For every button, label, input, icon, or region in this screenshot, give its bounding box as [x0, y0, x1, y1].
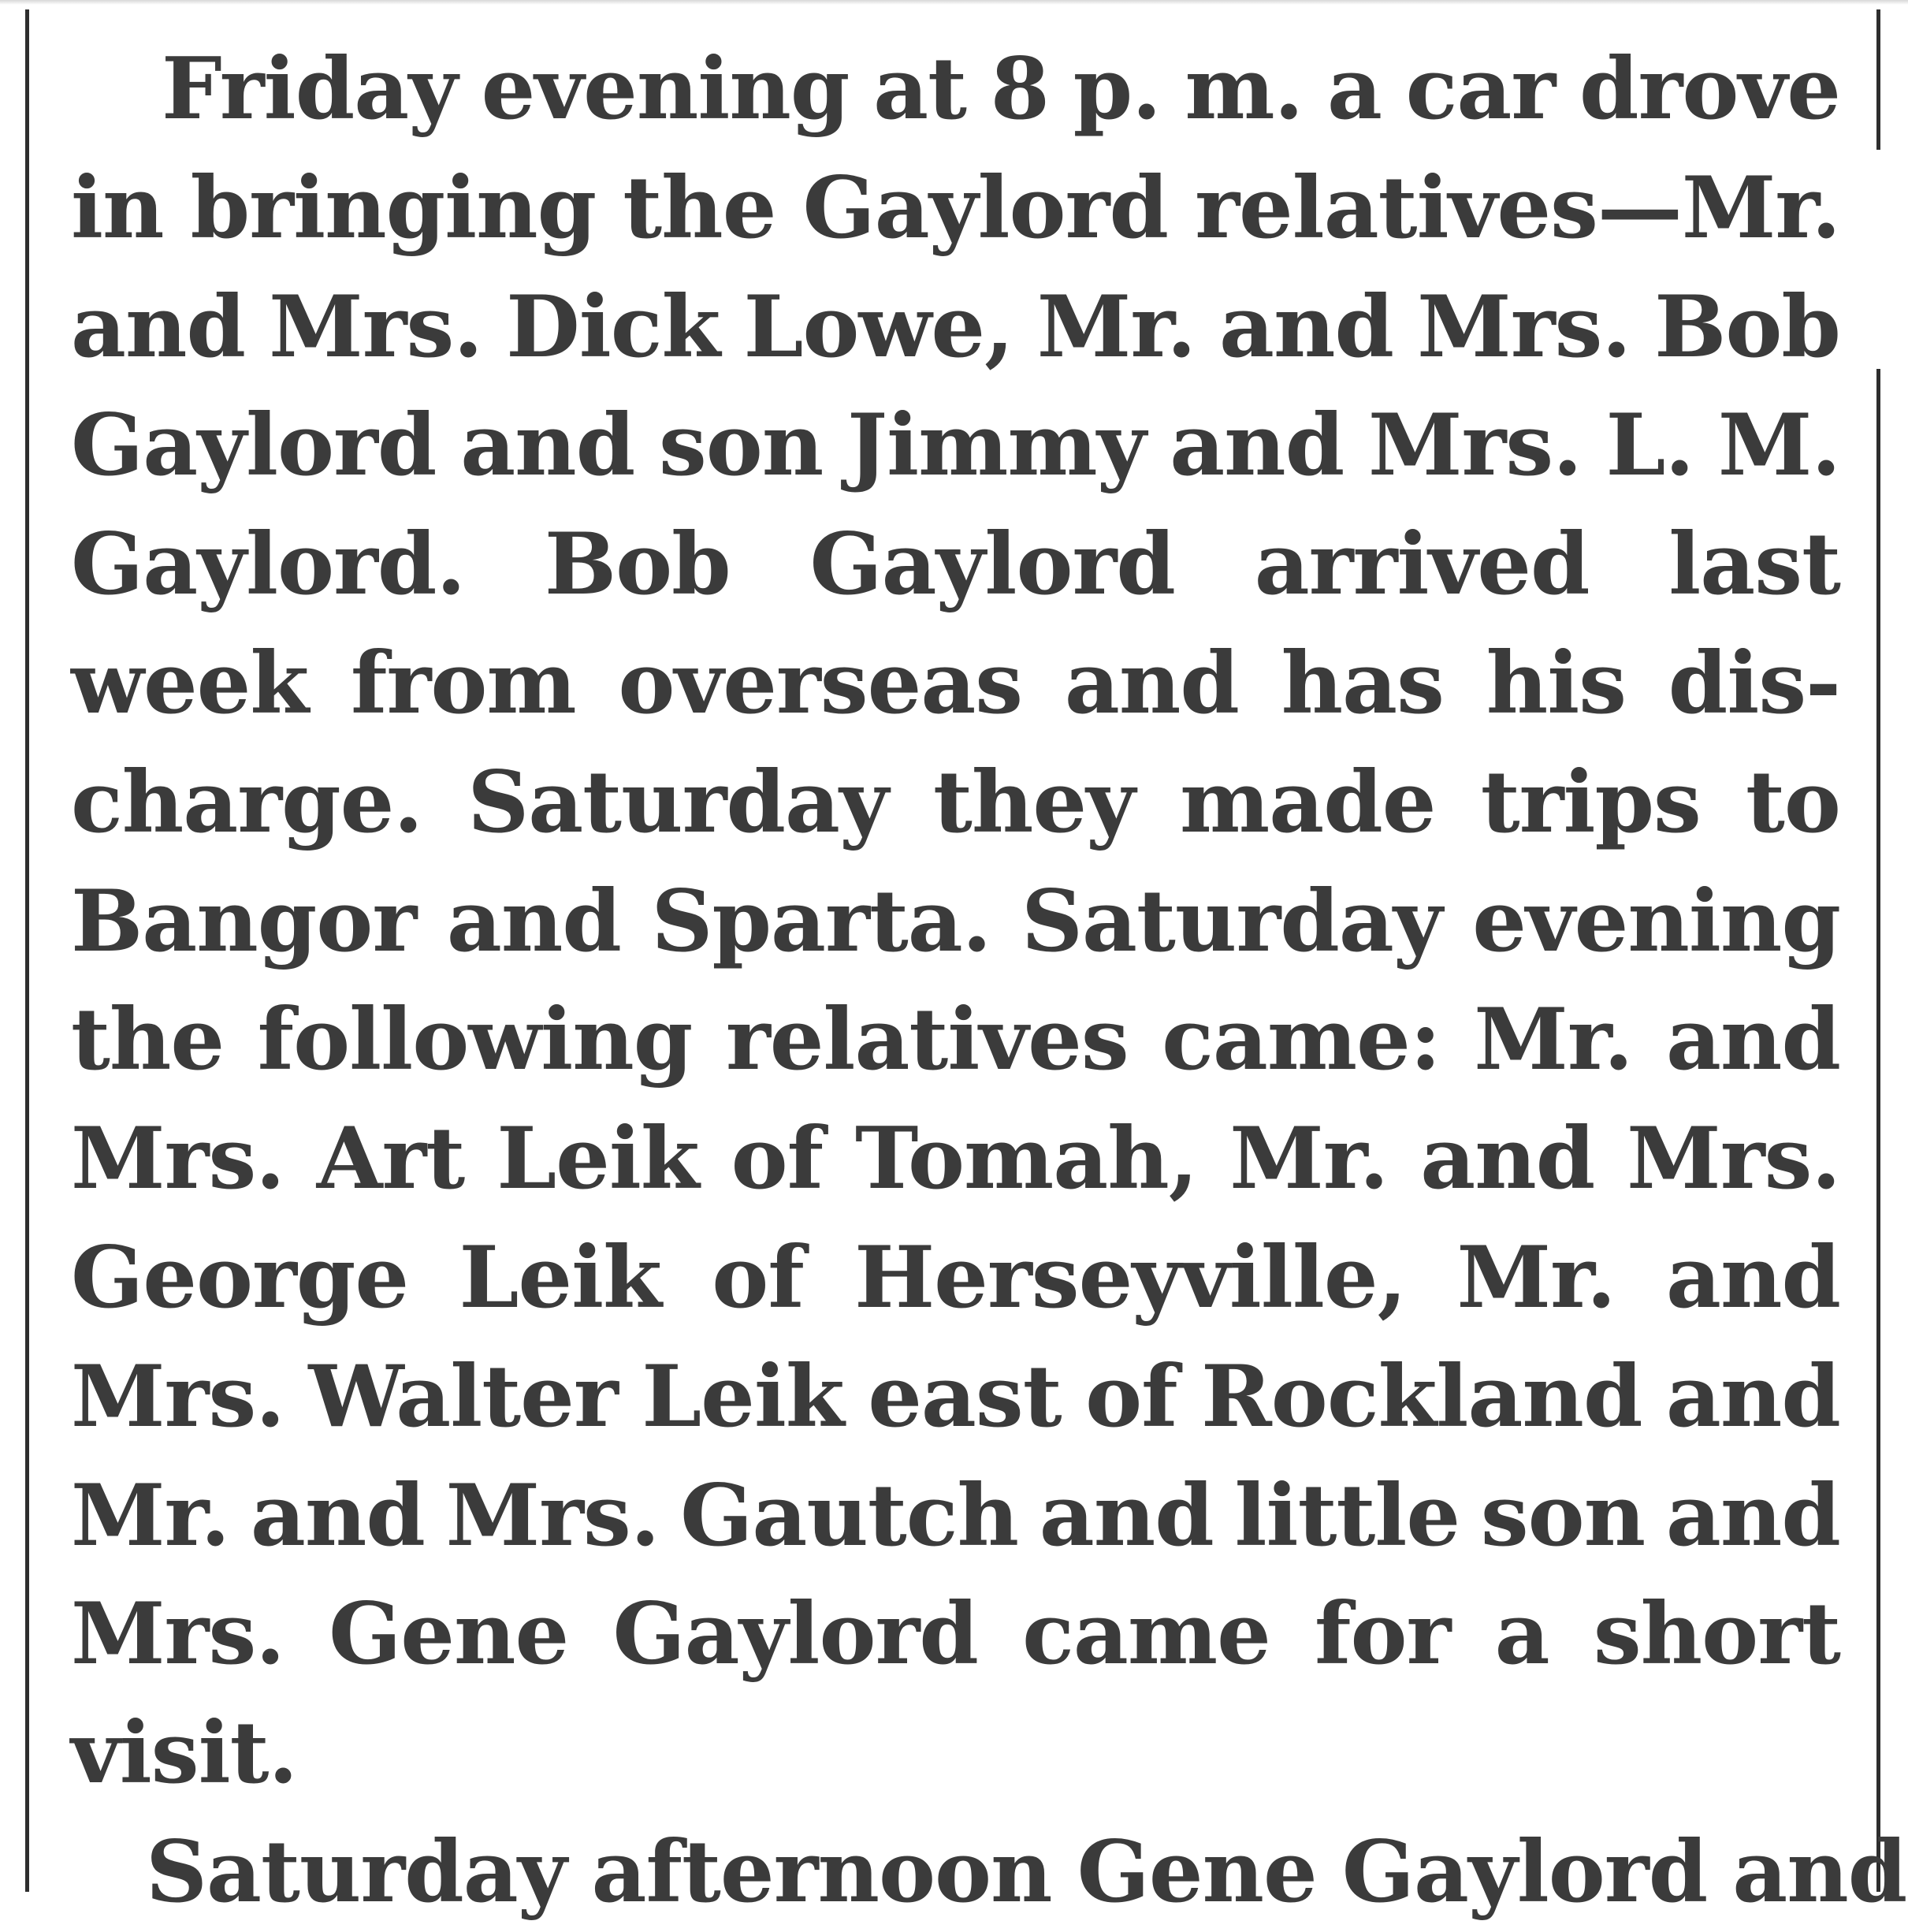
- next-paragraph-cut: [71, 1813, 1907, 1922]
- article-word: at: [873, 39, 966, 139]
- article-word: from: [350, 633, 576, 733]
- article-word: Friday: [162, 39, 457, 139]
- article-word: and: [1420, 1109, 1595, 1209]
- article-line: [71, 1457, 1840, 1576]
- crop-edge: [0, 0, 1908, 5]
- article-word: and: [1732, 1822, 1907, 1922]
- article-word: for: [1315, 1584, 1451, 1684]
- article-line: [71, 624, 1840, 743]
- article-word: Bangor: [71, 871, 417, 971]
- article-word: Gautch: [680, 1465, 1019, 1565]
- article-word: Mr.: [1474, 990, 1633, 1090]
- article-word: trips: [1480, 752, 1701, 852]
- article-word: Mrs.: [1367, 396, 1582, 496]
- article-word: dis-: [1668, 633, 1840, 733]
- column-rule-left: [25, 9, 29, 1892]
- article-word: Jimmy: [847, 396, 1146, 496]
- article-word: Gaylord: [1341, 1822, 1708, 1922]
- article-word: relatives—Mr.: [1195, 158, 1840, 258]
- article-word: and: [460, 396, 635, 496]
- article-word: week: [71, 633, 309, 733]
- article-line: [71, 268, 1840, 387]
- article-word: has: [1281, 633, 1444, 733]
- article-word: of: [731, 1109, 824, 1209]
- article-word: the: [71, 990, 225, 1090]
- article-word: Saturday: [467, 752, 888, 852]
- article-word: M.: [1717, 396, 1840, 496]
- article-word: bringing: [190, 158, 597, 258]
- article-word: Tomah,: [854, 1109, 1198, 1209]
- article-word: came:: [1162, 990, 1441, 1090]
- article-line-last: [71, 1694, 1840, 1813]
- article-word: Dick: [506, 277, 720, 377]
- article-line: [71, 743, 1840, 862]
- article-word: little: [1234, 1465, 1460, 1565]
- article-word: and: [1170, 396, 1345, 496]
- article-line: [71, 981, 1840, 1100]
- article-word: arrived: [1254, 515, 1590, 615]
- article-word: son: [658, 396, 824, 496]
- article-word: L.: [1605, 396, 1694, 496]
- article-word: son: [1480, 1465, 1646, 1565]
- article-word: Gaylord.: [71, 515, 466, 615]
- article-word: Gene: [1077, 1822, 1317, 1922]
- article-word: Mrs.: [71, 1346, 285, 1446]
- article-word: Bob: [1654, 277, 1840, 377]
- article-word: a: [1494, 1584, 1549, 1684]
- article-word: and: [1665, 990, 1840, 1090]
- article-word: overseas: [618, 633, 1023, 733]
- article-line: [71, 1575, 1840, 1694]
- article-word: Mr.: [1456, 1227, 1616, 1327]
- article-word: short: [1593, 1584, 1840, 1684]
- article-word: and: [250, 1465, 425, 1565]
- article-word: and: [1665, 1465, 1840, 1565]
- article-word: Mrs.: [269, 277, 482, 377]
- article-word: Lowe,: [743, 277, 1014, 377]
- article-word: Mr.: [71, 1465, 230, 1565]
- article-line: [71, 862, 1840, 981]
- article-word: of: [712, 1227, 804, 1327]
- article-word: Leik: [497, 1109, 699, 1209]
- article-line: [71, 386, 1840, 505]
- article-word: and: [1219, 277, 1394, 377]
- article-word: of: [1085, 1346, 1177, 1446]
- article-line: [71, 1338, 1840, 1457]
- article-word: Saturday: [146, 1822, 567, 1922]
- article-word: they: [932, 752, 1135, 852]
- article-word: the: [623, 158, 776, 258]
- article-line: [71, 1219, 1840, 1338]
- article-word: a: [1326, 39, 1382, 139]
- article-word: charge.: [71, 752, 422, 852]
- article-word: and: [1665, 1346, 1840, 1446]
- article-word: Gaylord: [809, 515, 1175, 615]
- article-word: Mrs.: [71, 1584, 285, 1684]
- article-word: east: [868, 1346, 1062, 1446]
- article-word: Gaylord: [71, 396, 437, 496]
- article-word: following: [257, 990, 693, 1090]
- article-word: drove: [1579, 39, 1840, 139]
- article-word: Gene: [329, 1584, 569, 1684]
- article-word: Leik: [459, 1227, 661, 1327]
- article-word: Rockland: [1201, 1346, 1642, 1446]
- article-word: Mrs.: [71, 1109, 285, 1209]
- article-word: George: [71, 1227, 409, 1327]
- article-word: Gaylord: [612, 1584, 978, 1684]
- article-word: Bob: [544, 515, 731, 615]
- article-word: and: [1039, 1465, 1214, 1565]
- column-rule-right-bottom: [1876, 369, 1880, 1892]
- article-word: and: [446, 871, 621, 971]
- article-word: to: [1746, 752, 1840, 852]
- article-word: visit.: [71, 1703, 298, 1804]
- article-word: Walter: [308, 1346, 618, 1446]
- article-word: evening: [1472, 871, 1840, 971]
- article-word: and: [71, 277, 246, 377]
- article-word: Gaylord: [802, 158, 1168, 258]
- article-word: car: [1405, 39, 1556, 139]
- article-line: [71, 505, 1840, 624]
- article-word: Mrs.: [1627, 1109, 1840, 1209]
- article-word: Herseyville,: [854, 1227, 1407, 1327]
- article-line: [71, 30, 1840, 149]
- article-word: in: [71, 158, 164, 258]
- article-word: m.: [1185, 39, 1304, 139]
- article-word: his: [1486, 633, 1627, 733]
- article-word: p.: [1073, 39, 1161, 139]
- article-word: Sparta.: [651, 871, 991, 971]
- article-word: 8: [990, 39, 1049, 139]
- article-word: came: [1022, 1584, 1270, 1684]
- article-line: [71, 1100, 1840, 1219]
- article-word: evening: [481, 39, 850, 139]
- article-word: Mr.: [1229, 1109, 1389, 1209]
- article-word: Leik: [642, 1346, 844, 1446]
- article-word: and: [1064, 633, 1239, 733]
- article-word: Mr.: [1036, 277, 1196, 377]
- article-word: last: [1668, 515, 1840, 615]
- article-line: [71, 149, 1840, 268]
- article-body: [71, 30, 1907, 1922]
- article-word: relatives: [725, 990, 1129, 1090]
- next-paragraph-fragment: [71, 1813, 1907, 1932]
- article-word: made: [1180, 752, 1436, 852]
- article-word: afternoon: [591, 1822, 1052, 1922]
- article-word: and: [1665, 1227, 1840, 1327]
- article-word: Mrs.: [445, 1465, 660, 1565]
- article-word: Saturday: [1021, 871, 1442, 971]
- column-rule-right-top: [1876, 9, 1880, 150]
- article-word: Mrs.: [1417, 277, 1631, 377]
- article-word: Art: [316, 1109, 465, 1209]
